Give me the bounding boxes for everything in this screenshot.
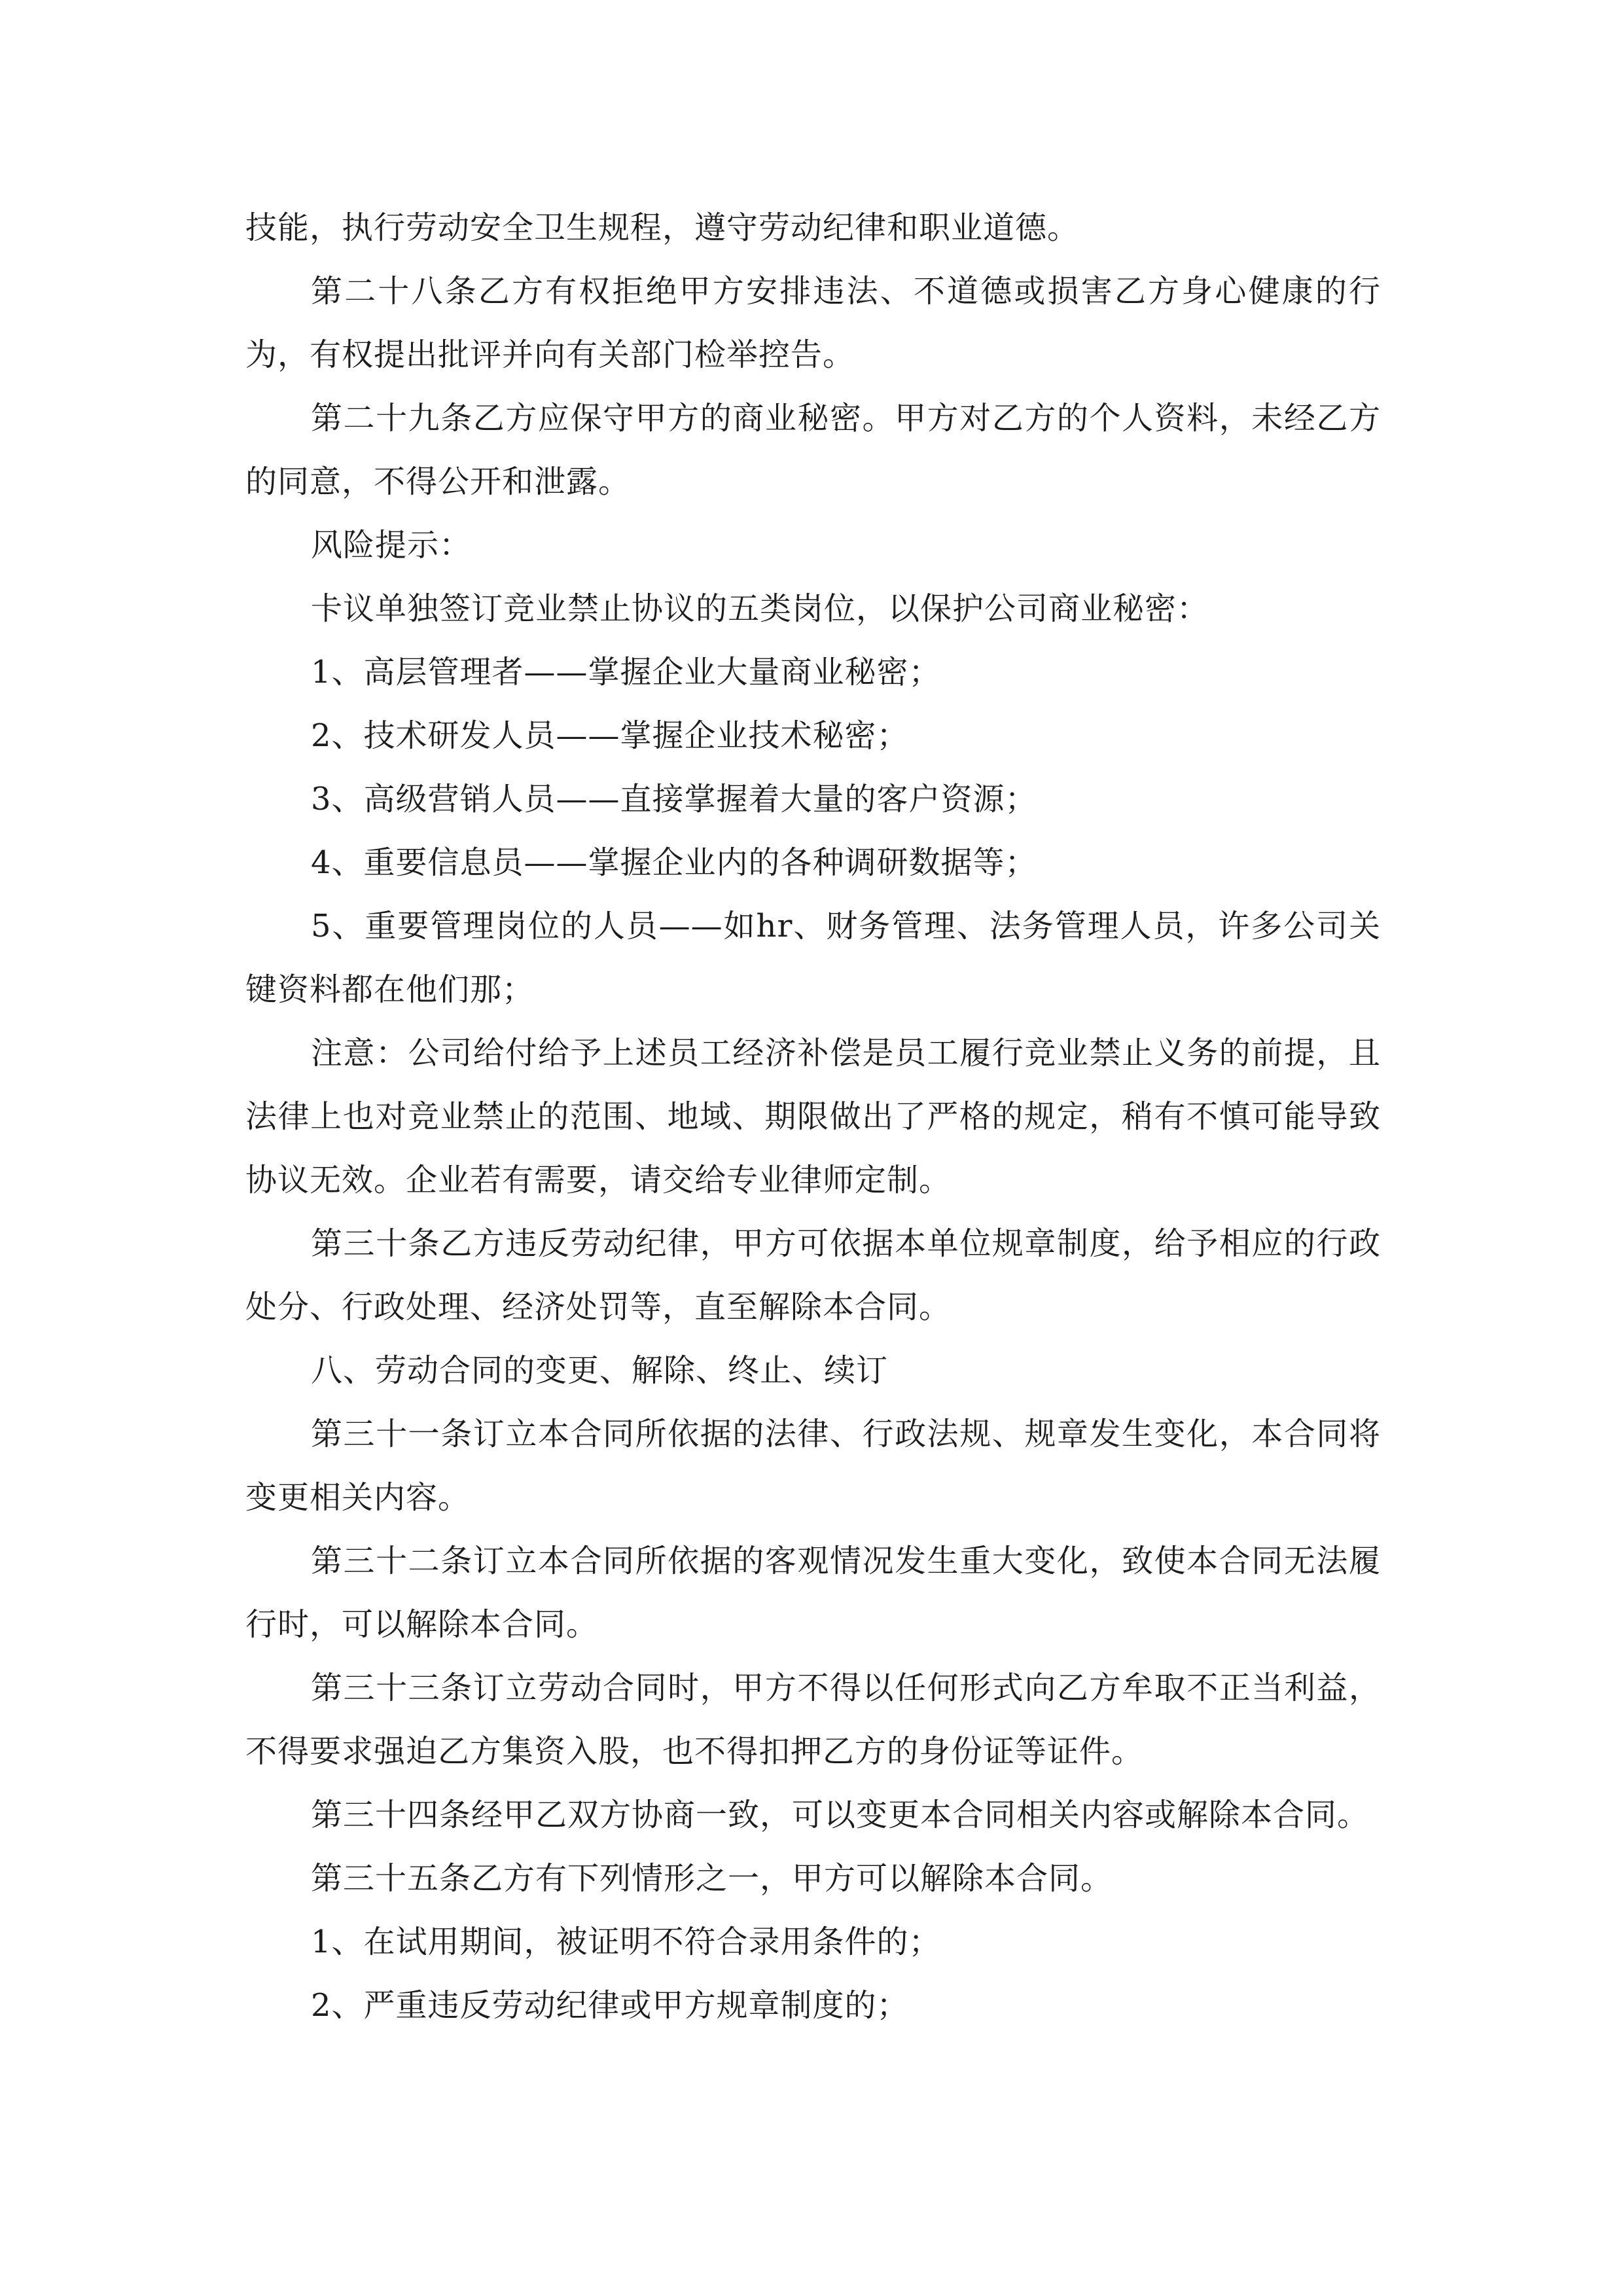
paragraph-12: 八、劳动合同的变更、解除、终止、续订 xyxy=(311,1352,889,1389)
paragraph-6: 2、技术研发人员——掌握企业技术秘密； xyxy=(311,717,909,754)
paragraph-5: 1、高层管理者——掌握企业大量商业秘密； xyxy=(311,654,941,691)
paragraph-7: 3、高级营销人员——直接掌握着大量的客户资源； xyxy=(311,781,1037,817)
paragraph-19: 2、严重违反劳动纪律或甲方规章制度的； xyxy=(311,1987,909,2024)
paragraph-18: 1、在试用期间，被证明不符合录用条件的； xyxy=(311,1924,941,1960)
paragraph-17: 第三十五条乙方有下列情形之一，甲方可以解除本合同。 xyxy=(311,1860,1113,1897)
document-body xyxy=(245,196,1381,2037)
paragraph-2: 第二十九条乙方应保守甲方的商业秘密。甲方对乙方的个人资料，未经乙方的同意，不得公开和泄露。 xyxy=(245,400,1381,500)
paragraph-10: 注意：公司给付给予上述员工经济补偿是员工履行竞业禁止义务的前提，且法律上也对竞业禁止的范围、地域、期限做出了严格的规定，稍有不慎可能导致协议无效。企业若有需要，请交给专业律师定制。 xyxy=(245,1035,1381,1198)
paragraph-4: 卡议单独签订竞业禁止协议的五类岗位，以保护公司商业秘密： xyxy=(311,590,1209,627)
paragraph-16: 第三十四条经甲乙双方协商一致，可以变更本合同相关内容或解除本合同。 xyxy=(311,1797,1370,1833)
paragraph-13: 第三十一条订立本合同所依据的法律、行政法规、规章发生变化，本合同将变更相关内容。 xyxy=(245,1416,1381,1516)
paragraph-0: 技能，执行劳动安全卫生规程，遵守劳动纪律和职业道德。 xyxy=(245,209,1080,246)
paragraph-8: 4、重要信息员——掌握企业内的各种调研数据等； xyxy=(311,844,1037,881)
paragraph-11: 第三十条乙方违反劳动纪律，甲方可依据本单位规章制度，给予相应的行政处分、行政处理、经济处罚等，直至解除本合同。 xyxy=(245,1225,1381,1325)
paragraph-1: 第二十八条乙方有权拒绝甲方安排违法、不道德或损害乙方身心健康的行为，有权提出批评并向有关部门检举控告。 xyxy=(245,273,1381,373)
paragraph-15: 第三十三条订立劳动合同时，甲方不得以任何形式向乙方牟取不正当利益，不得要求强迫乙方集资入股，也不得扣押乙方的身份证等证件。 xyxy=(245,1670,1381,1770)
paragraph-14: 第三十二条订立本合同所依据的客观情况发生重大变化，致使本合同无法履行时，可以解除本合同。 xyxy=(245,1543,1381,1643)
paragraph-9: 5、重要管理岗位的人员——如hr、财务管理、法务管理人员，许多公司关键资料都在他们那； xyxy=(245,908,1381,1008)
paragraph-3: 风险提示： xyxy=(311,527,472,564)
